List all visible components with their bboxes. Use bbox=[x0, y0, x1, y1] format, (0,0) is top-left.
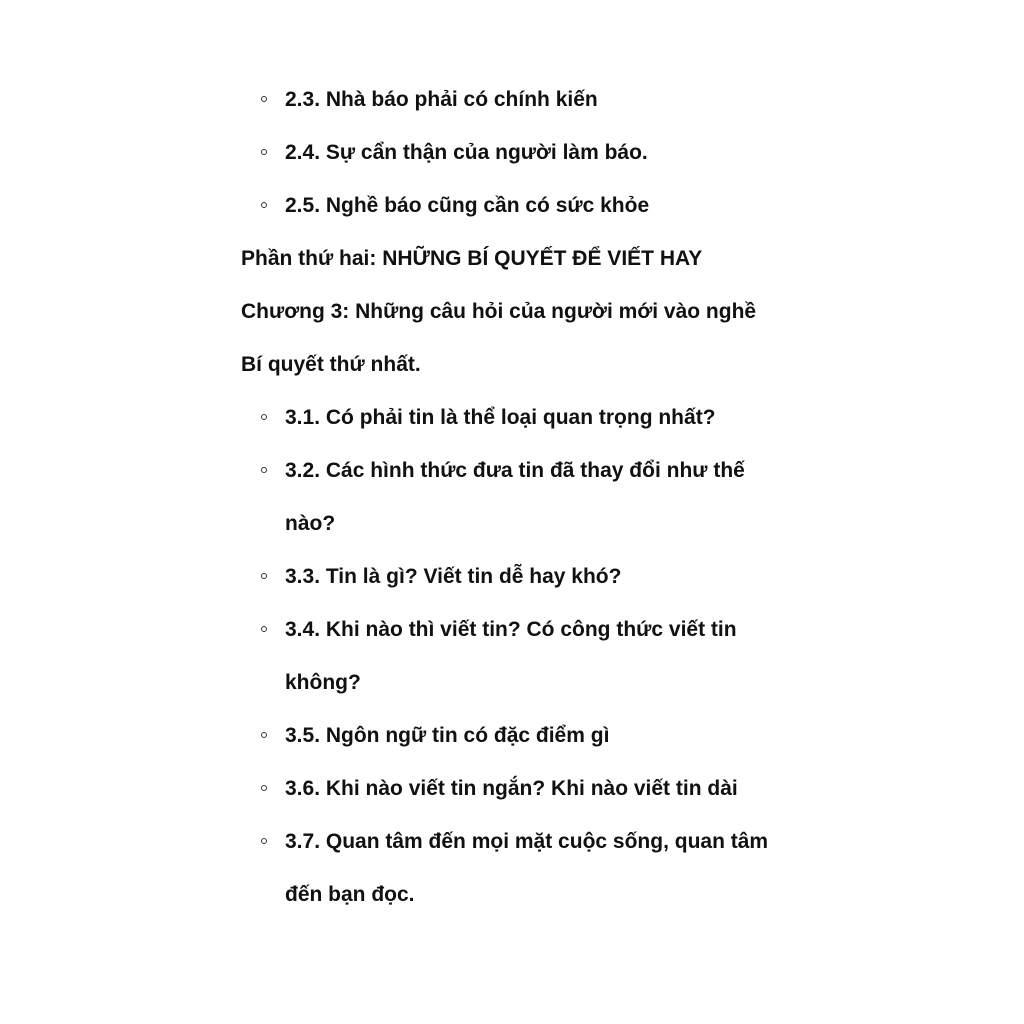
toc-list-chapter-2 bbox=[241, 73, 841, 232]
circle-bullet-icon bbox=[261, 149, 267, 155]
circle-bullet-icon bbox=[261, 573, 267, 579]
list-item bbox=[241, 762, 795, 815]
list-item bbox=[241, 126, 795, 179]
list-item-text: 3.1. Có phải tin là thể loại quan trọng nhất? bbox=[285, 406, 716, 429]
circle-bullet-icon bbox=[261, 732, 267, 738]
circle-bullet-icon bbox=[261, 626, 267, 632]
list-item bbox=[241, 444, 765, 550]
list-item bbox=[241, 815, 795, 921]
list-item bbox=[241, 179, 795, 232]
list-item-text: 3.7. Quan tâm đến mọi mặt cuộc sống, quan tâm đến bạn đọc. bbox=[285, 830, 769, 906]
secret-one-heading: Bí quyết thứ nhất. bbox=[241, 353, 421, 376]
list-item-text: 2.5. Nghề báo cũng cần có sức khỏe bbox=[285, 194, 650, 217]
list-item bbox=[241, 391, 795, 444]
list-item bbox=[241, 709, 795, 762]
part-two-heading: Phần thứ hai: NHỮNG BÍ QUYẾT ĐỂ VIẾT HAY bbox=[241, 247, 703, 270]
list-item-text: 3.2. Các hình thức đưa tin đã thay đổi như thế nào? bbox=[285, 459, 745, 535]
list-item bbox=[241, 603, 765, 709]
circle-bullet-icon bbox=[261, 414, 267, 420]
chapter-3-heading: Chương 3: Những câu hỏi của người mới vào nghề bbox=[241, 300, 757, 323]
circle-bullet-icon bbox=[261, 467, 267, 473]
list-item-text: 2.4. Sự cẩn thận của người làm báo. bbox=[285, 141, 648, 164]
list-item-text: 3.4. Khi nào thì viết tin? Có công thức viết tin không? bbox=[285, 618, 737, 694]
document-body bbox=[241, 73, 841, 921]
list-item-text: 2.3. Nhà báo phải có chính kiến bbox=[285, 88, 598, 111]
circle-bullet-icon bbox=[261, 202, 267, 208]
list-item bbox=[241, 550, 795, 603]
list-item-text: 3.3. Tin là gì? Viết tin dễ hay khó? bbox=[285, 565, 622, 588]
circle-bullet-icon bbox=[261, 96, 267, 102]
toc-list-chapter-3 bbox=[241, 391, 841, 921]
circle-bullet-icon bbox=[261, 838, 267, 844]
list-item-text: 3.6. Khi nào viết tin ngắn? Khi nào viết tin dài bbox=[285, 777, 738, 800]
circle-bullet-icon bbox=[261, 785, 267, 791]
list-item bbox=[241, 73, 795, 126]
list-item-text: 3.5. Ngôn ngữ tin có đặc điểm gì bbox=[285, 724, 610, 747]
